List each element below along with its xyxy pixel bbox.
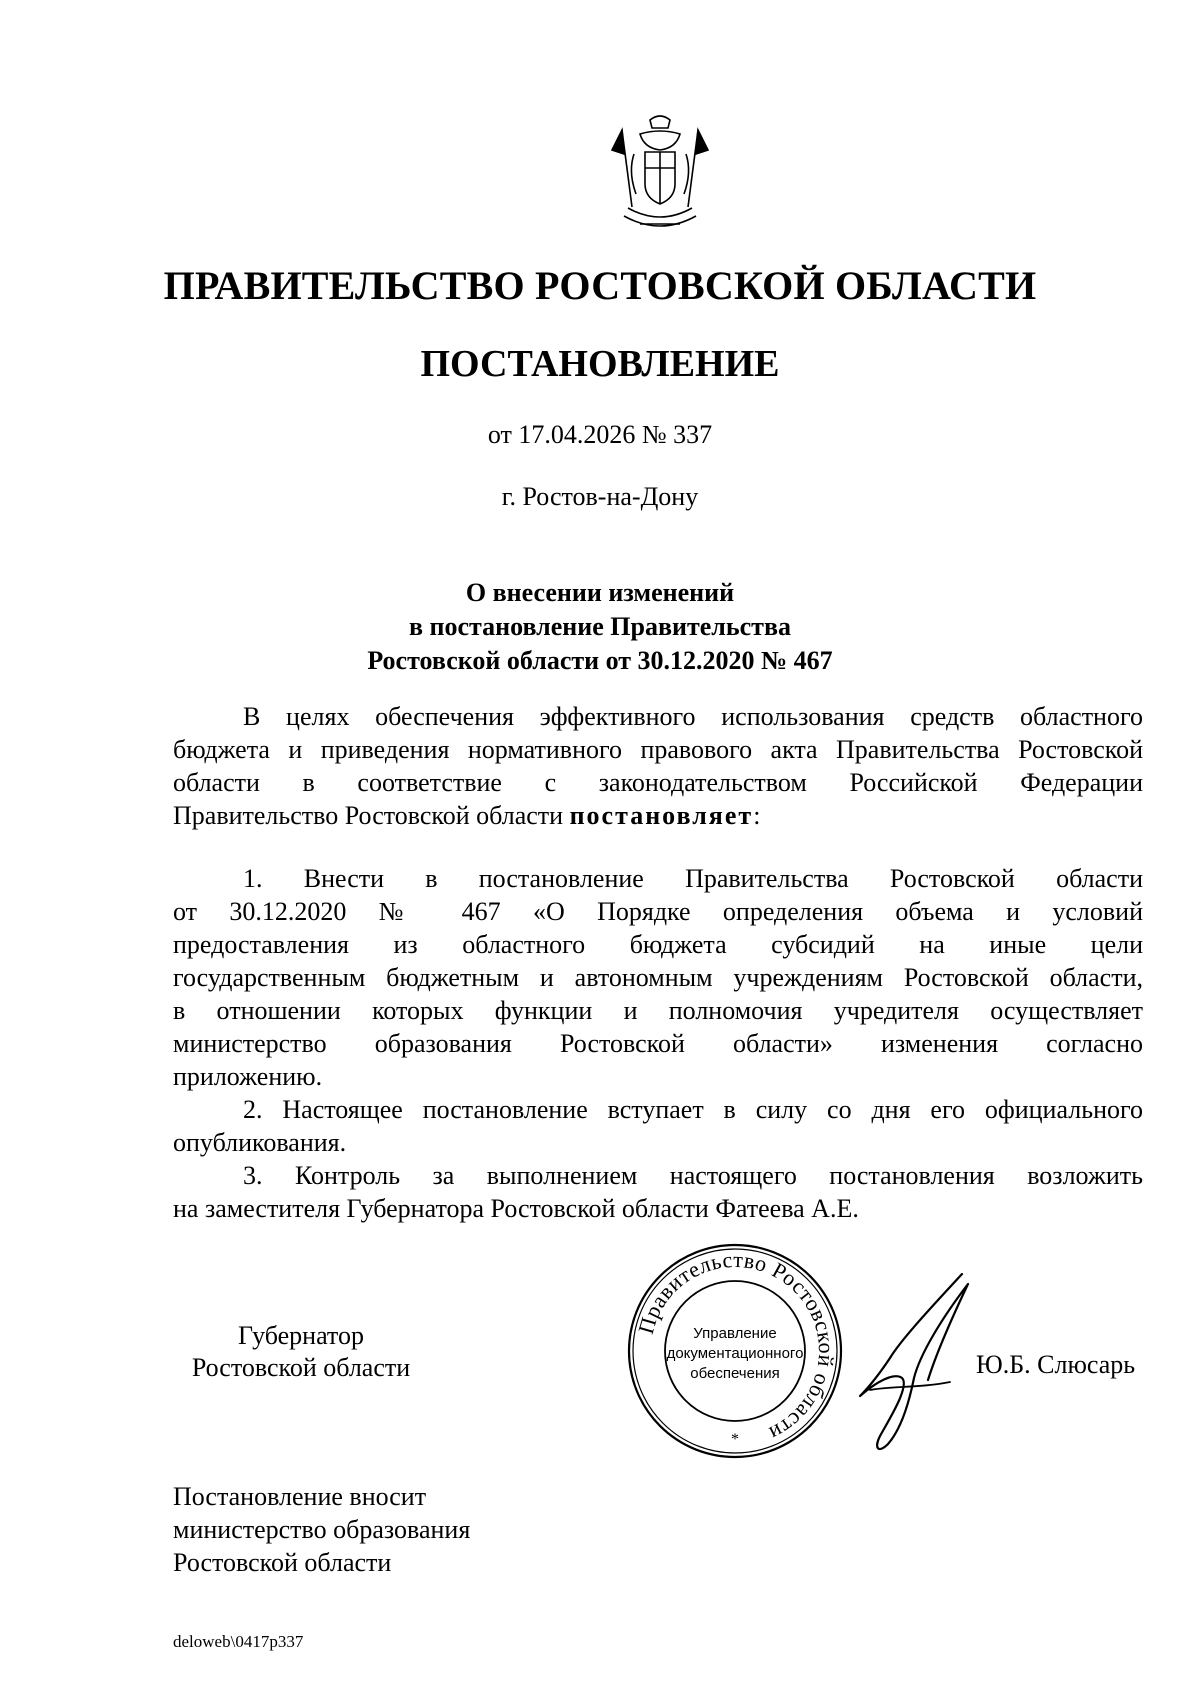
text-line: предоставления из областного бюджета субсидий на иные цели [173, 930, 1143, 959]
text-line: государственным бюджетным и автономным учреждениям Ростовской области, [173, 963, 1143, 992]
footer-line: Ростовской области [173, 1548, 392, 1577]
stamp-center-line: обеспечения [690, 1365, 780, 1382]
text-line: опубликования. [173, 1128, 347, 1157]
document-type: ПОСТАНОВЛЕНИЕ [420, 343, 780, 385]
document-code: deloweb\0417p337 [173, 1632, 304, 1651]
text-span: Правительство Ростовской области [173, 801, 570, 830]
svg-text:*: * [731, 1431, 739, 1448]
text-line [173, 799, 1143, 832]
text-line: 2. Настоящее постановление вступает в силу со дня его официального [243, 1095, 1143, 1124]
official-stamp-icon [624, 1240, 846, 1462]
document-city: г. Ростов-на-Дону [501, 482, 699, 511]
text-span: : [753, 801, 761, 830]
signatory-name: Ю.Б. Слюсарь [976, 1350, 1136, 1379]
coat-of-arms-icon [610, 112, 710, 237]
position-line: Ростовской области [191, 1353, 411, 1382]
text-line: бюджета и приведения нормативного правового акта Правительства Ростовской [173, 735, 1143, 764]
text-line: от 30.12.2020 № 467 «О Порядке определения объема и условий [173, 897, 1143, 926]
stamp-center-line: документационного [666, 1345, 804, 1362]
text-line: в отношении которых функции и полномочия учредителя осуществляет [173, 996, 1143, 1025]
signatory-position [176, 1320, 426, 1384]
decree-word: постановляет [569, 801, 754, 830]
document-subject [0, 576, 1200, 678]
text-line: министерство образования Ростовской области» изменения согласно [173, 1029, 1143, 1058]
handwritten-signature-icon [850, 1268, 980, 1458]
item-2 [173, 1093, 1143, 1159]
submitted-by [173, 1480, 470, 1579]
preamble [173, 700, 1143, 832]
organization-title: ПРАВИТЕЛЬСТВО РОСТОВСКОЙ ОБЛАСТИ [163, 263, 1037, 308]
subject-line: Ростовской области от 30.12.2020 № 467 [367, 646, 833, 675]
subject-line: в постановление Правительства [408, 612, 791, 641]
footer-line: Постановление вносит [173, 1482, 427, 1511]
item-3 [173, 1159, 1143, 1225]
position-line: Губернатор [238, 1321, 364, 1350]
text-line: 3. Контроль за выполнением настоящего постановления возложить [243, 1161, 1143, 1190]
text-line: на заместителя Губернатора Ростовской области Фатеева А.Е. [173, 1194, 859, 1223]
subject-line: О внесении изменений [465, 578, 735, 607]
text-line: области в соответствие с законодательством Российской Федерации [173, 768, 1143, 797]
text-line: приложению. [173, 1062, 323, 1091]
stamp-center-line: Управление [693, 1325, 777, 1342]
document-number: от 17.04.2026 № 337 [487, 420, 713, 449]
stamp-ring-text: Правительство Ростовской области [632, 1246, 840, 1447]
footer-line: министерство образования [173, 1515, 471, 1544]
item-1 [173, 862, 1143, 1093]
text-line: 1. Внести в постановление Правительства Ростовской области [243, 864, 1143, 893]
text-line: В целях обеспечения эффективного использования средств областного [243, 702, 1143, 731]
